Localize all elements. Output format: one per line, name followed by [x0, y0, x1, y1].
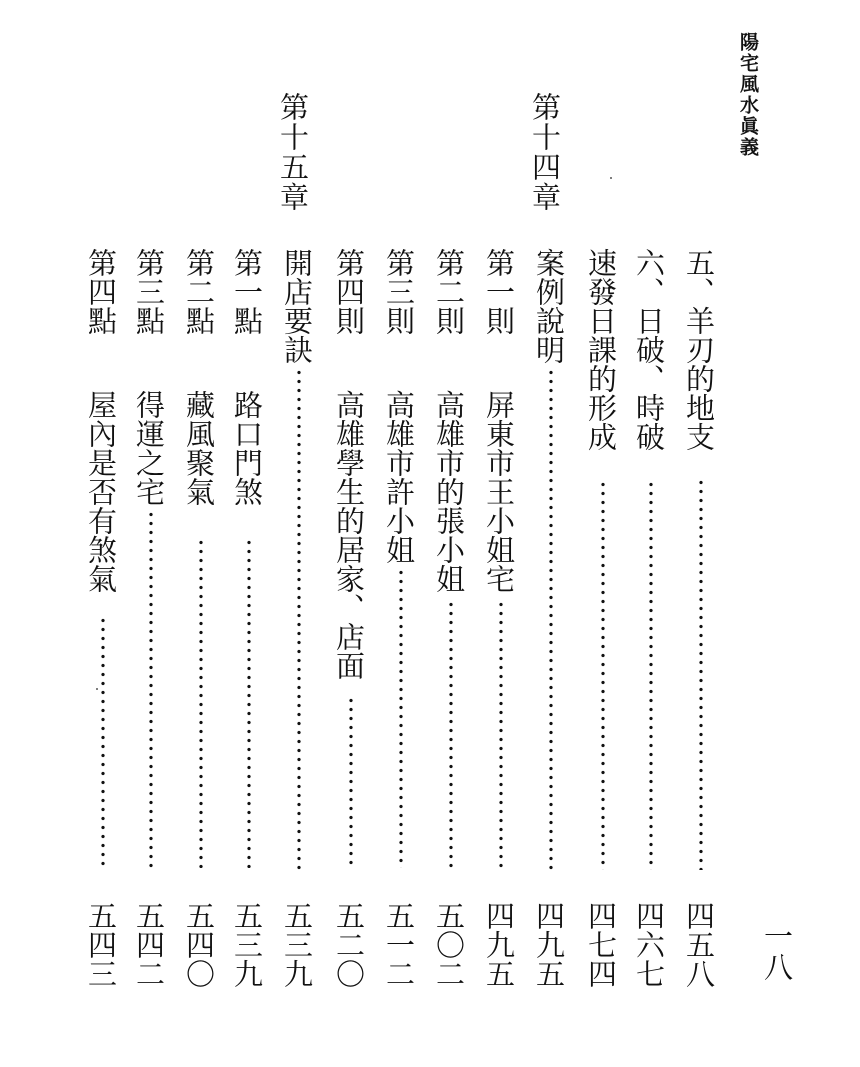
scan-speck	[610, 177, 612, 179]
leader-dots	[398, 568, 404, 868]
toc-entry	[130, 248, 170, 988]
toc-entry-title: 得運之宅	[132, 390, 166, 506]
toc-entry-label: 第四則	[332, 248, 366, 335]
page-number: 一八	[760, 921, 794, 983]
toc-entry	[278, 248, 318, 988]
toc-entry-page: 四九五	[532, 901, 566, 988]
leader-dots	[498, 600, 504, 868]
leader-dots	[246, 538, 252, 868]
leader-dots	[448, 600, 454, 868]
toc-entry-title: 高雄市的張小姐	[432, 390, 466, 593]
toc-entry-page: 五三九	[280, 901, 314, 988]
toc-entry-label: 第四點	[84, 248, 118, 335]
toc-entry-page: 四五八	[682, 901, 716, 988]
toc-entry	[630, 248, 670, 988]
toc-entry-page: 五二〇	[332, 901, 366, 988]
toc-entry-label: 第三點	[132, 248, 166, 335]
toc-entry-page: 五四三	[84, 901, 118, 988]
toc-entry-page: 五四〇	[182, 901, 216, 988]
toc-entry-page: 五四二	[132, 901, 166, 988]
toc-entry-title: 六、日破、時破	[632, 248, 666, 451]
toc-entry-label: 第二則	[432, 248, 466, 335]
leader-dots	[198, 538, 204, 868]
leader-dots	[648, 480, 654, 870]
toc-entry-label: 第二點	[182, 248, 216, 335]
leader-dots	[348, 696, 354, 868]
leader-dots	[148, 510, 154, 868]
toc-entry	[180, 248, 220, 988]
toc-entry-page: 五三九	[230, 901, 264, 988]
leader-dots	[600, 480, 606, 870]
toc-entry-page: 五一二	[382, 901, 416, 988]
toc-entry-page: 四九五	[482, 901, 516, 988]
toc-entry	[228, 248, 268, 988]
leader-dots	[548, 368, 554, 870]
toc-entry	[82, 248, 122, 988]
toc-entry	[380, 248, 420, 988]
toc-entry	[530, 248, 570, 988]
toc-entry-title: 五、羊刃的地支	[682, 248, 716, 451]
toc-entry-label: 第一點	[230, 248, 264, 335]
leader-dots	[698, 478, 704, 870]
toc-entry-title: 案例說明	[532, 248, 566, 364]
toc-entry-page: 四六七	[632, 901, 666, 988]
toc-entry-title: 屋內是否有煞氣	[84, 390, 118, 593]
toc-entry-label: 第一則	[482, 248, 516, 335]
toc-entry	[430, 248, 470, 988]
toc-entry	[480, 248, 520, 988]
toc-entry-title: 路口門煞	[230, 390, 264, 506]
toc-entry	[680, 248, 720, 988]
toc-entry-title: 屏東市王小姐宅	[482, 390, 516, 593]
toc-entry-title: 速發日課的形成	[584, 248, 618, 451]
toc-entry-title: 高雄學生的居家、店面	[332, 390, 366, 680]
toc-entry-title: 藏風聚氣	[182, 390, 216, 506]
toc-entry-page: 四七四	[584, 901, 618, 988]
toc-entry-page: 五〇二	[432, 901, 466, 988]
toc-entry	[330, 248, 370, 988]
scan-speck	[96, 688, 98, 690]
toc-entry-title: 高雄市許小姐	[382, 390, 416, 564]
chapter-heading-14: 第十四章	[528, 92, 562, 212]
toc-entry-title: 開店要訣	[280, 248, 314, 364]
toc-entry	[582, 248, 622, 988]
toc-entry-label: 第三則	[382, 248, 416, 335]
chapter-heading-15: 第十五章	[276, 92, 310, 212]
running-head-book-title: 陽宅風水眞義	[737, 32, 759, 158]
leader-dots	[100, 616, 106, 868]
leader-dots	[296, 368, 302, 870]
